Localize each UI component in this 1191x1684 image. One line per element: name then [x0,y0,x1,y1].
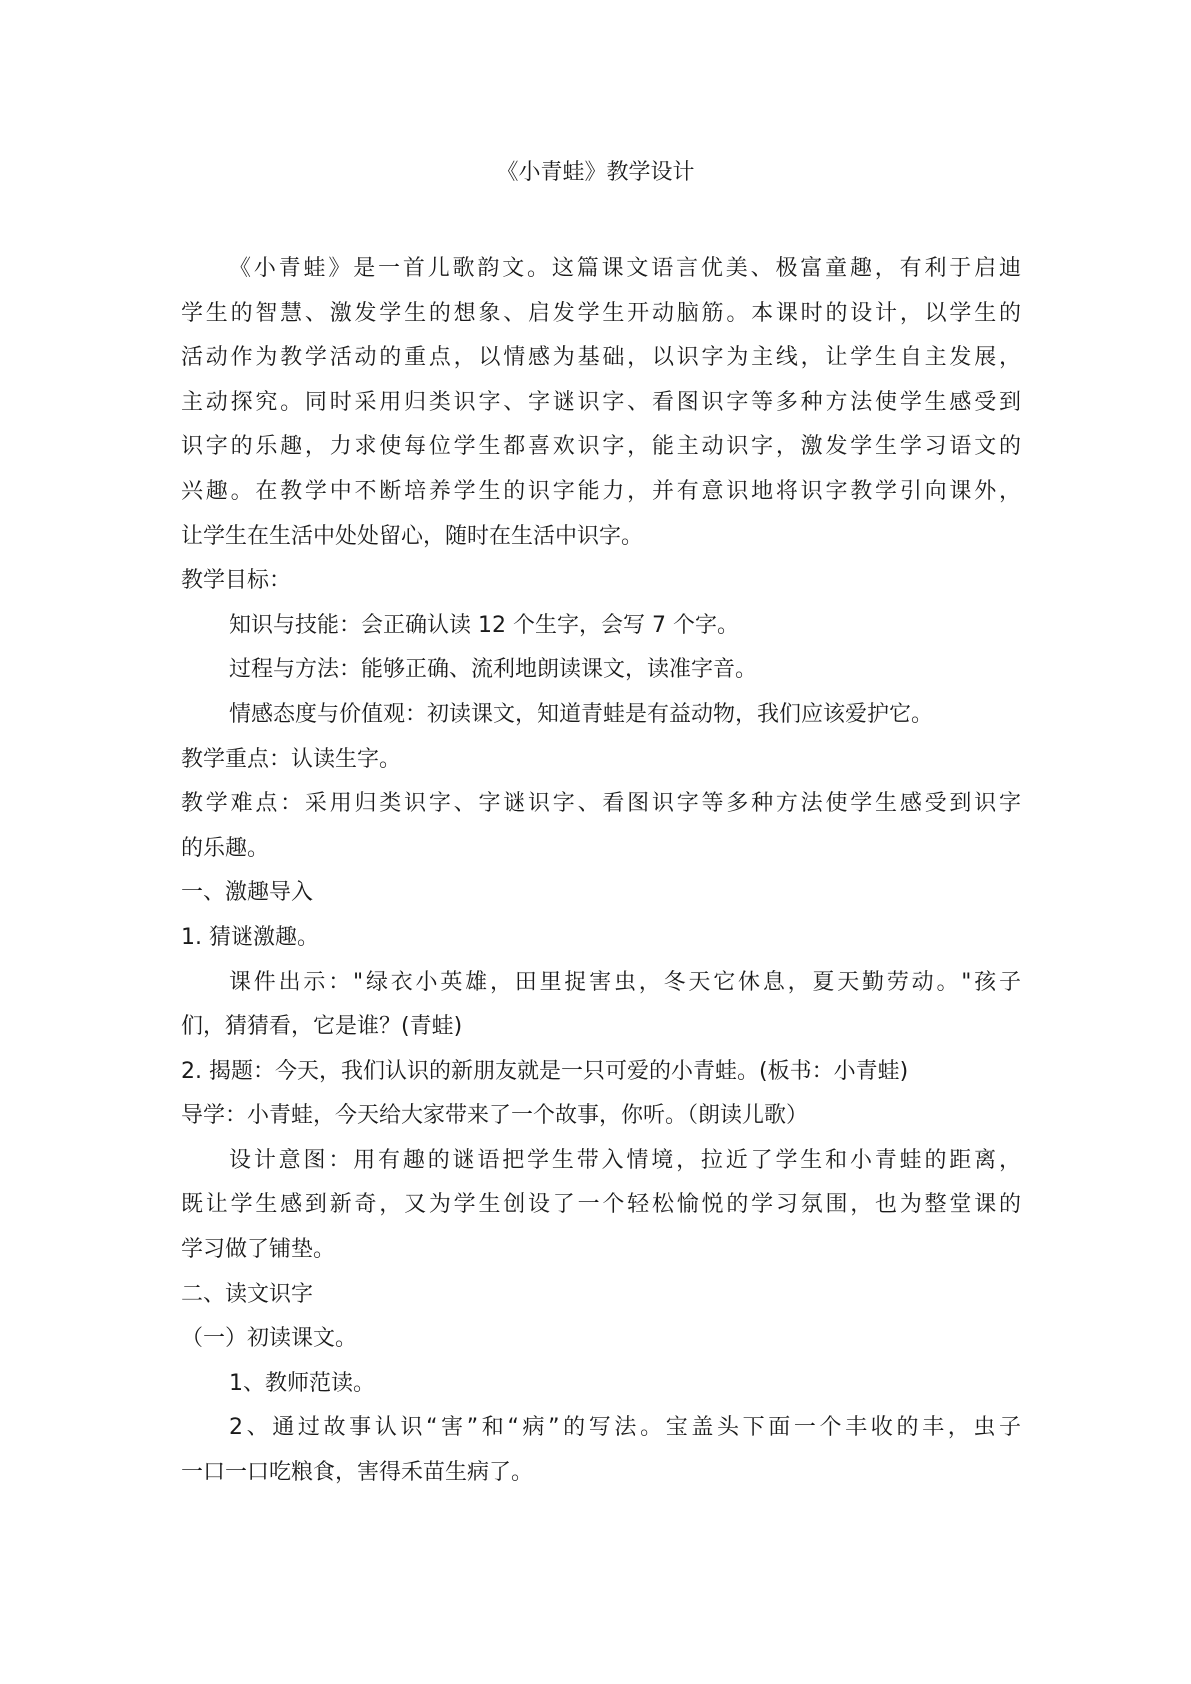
goals-heading: 教学目标： [181,568,292,594]
step-line: 一口一口吃粮食，害得禾苗生病了。 [181,1460,534,1486]
intro-line: 让学生在生活中处处留心，随时在生活中识字。 [181,523,644,549]
intro-line: 兴趣。在教学中不断培养学生的识字能力，并有意识地将识字教学引向课外， [181,478,1021,504]
difficulty-line: 的乐趣。 [181,835,270,861]
step-item: 1、教师范读。 [229,1370,375,1396]
courseware-line: 们，猜猜看，它是谁？(青蛙) [181,1014,463,1040]
design-line: 既让学生感到新奇，又为学生创设了一个轻松愉悦的学习氛围，也为整堂课的 [181,1192,1021,1218]
goal-emotion: 情感态度与价值观：初读课文，知道青蛙是有益动物，我们应该爱护它。 [229,701,934,727]
intro-line: 《小青蛙》是一首儿歌韵文。这篇课文语言优美、极富童趣，有利于启迪 [229,256,1021,281]
document-title: 《小青蛙》教学设计 [496,160,695,185]
step-line: 2、通过故事认识“害”和“病”的写法。宝盖头下面一个丰收的丰，虫子 [229,1415,1021,1441]
goal-process: 过程与方法：能够正确、流利地朗读课文，读准字音。 [229,657,758,683]
intro-line: 识字的乐趣，力求使每位学生都喜欢识字，能主动识字，激发学生学习语文的 [181,434,1021,460]
document-body [181,247,1021,1496]
subsection-heading: （一）初读课文。 [181,1326,358,1352]
section-heading: 一、激趣导入 [181,880,314,906]
intro-line: 主动探究。同时采用归类识字、字谜识字、看图识字等多种方法使学生感受到 [181,389,1021,415]
section-heading: 二、读文识字 [181,1281,314,1307]
design-line: 设计意图：用有趣的谜语把学生带入情境，拉近了学生和小青蛙的距离， [229,1147,1021,1173]
list-item: 2. 揭题：今天，我们认识的新朋友就是一只可爱的小青蛙。(板书：小青蛙) [181,1058,909,1084]
guide-line: 导学：小青蛙，今天给大家带来了一个故事，你听。（朗读儿歌） [181,1103,809,1129]
list-item: 1. 猜谜激趣。 [181,924,319,950]
design-line: 学习做了铺垫。 [181,1237,336,1263]
intro-line: 活动作为教学活动的重点，以情感为基础，以识字为主线，让学生自主发展， [181,345,1021,371]
intro-line: 学生的智慧、激发学生的想象、启发学生开动脑筋。本课时的设计，以学生的 [181,300,1021,326]
goal-knowledge: 知识与技能：会正确认读 12 个生字，会写 7 个字。 [229,612,739,638]
difficulty-line: 教学难点：采用归类识字、字谜识字、看图识字等多种方法使学生感受到识字 [181,791,1021,817]
courseware-line: 课件出示："绿衣小英雄，田里捉害虫，冬天它休息，夏天勤劳动。"孩子 [229,969,1021,995]
key-point: 教学重点：认读生字。 [181,746,402,772]
